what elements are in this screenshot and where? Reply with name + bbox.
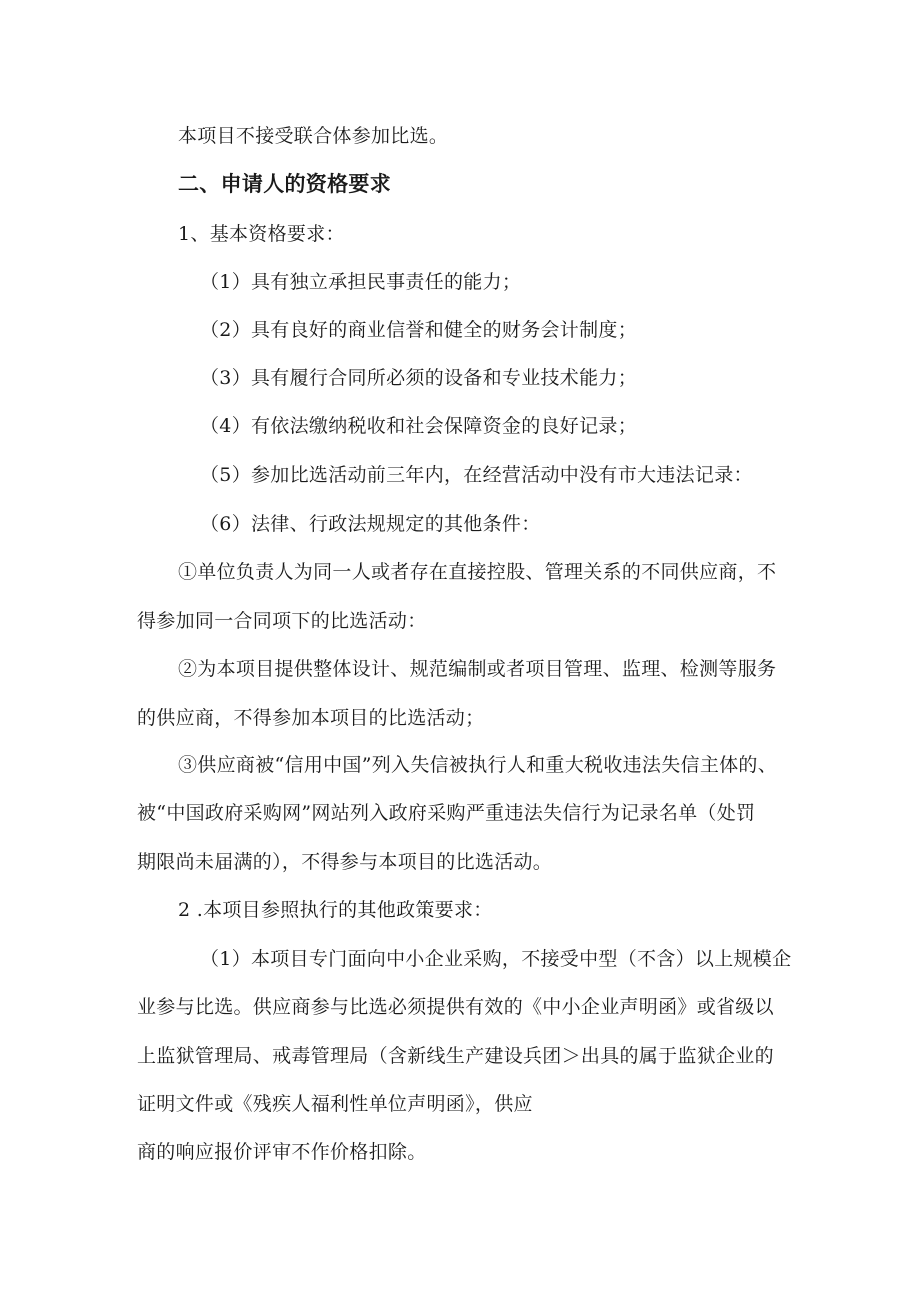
requirement-item-4: （4）有依法缴纳税收和社会保障资金的良好记录； bbox=[200, 415, 637, 437]
policy-item-1-line-5: 商的响应报价评审不作价格扣除。 bbox=[137, 1141, 427, 1163]
requirement-item-1: （1）具有独立承担民事责任的能力； bbox=[200, 271, 522, 293]
condition-3-line-2: 被“中国政府采购网”网站列入政府采购严重违法失信行为记录名单（处罚 bbox=[137, 802, 756, 824]
policy-item-1-line-4: 证明文件或《残疾人福利性单位声明函》，供应 bbox=[137, 1093, 533, 1115]
requirement-item-3: （3）具有履行合同所必须的设备和专业技术能力； bbox=[200, 367, 637, 389]
requirement-item-2: （2）具有良好的商业信誉和健全的财务会计制度； bbox=[200, 319, 637, 341]
condition-3-line-3: 期限尚未届满的），不得参与本项目的比选活动。 bbox=[137, 851, 553, 873]
condition-2-line-1: ②为本项目提供整体设计、规范编制或者项目管理、监理、检测等服务 bbox=[178, 658, 777, 680]
policy-item-1-line-3: 上监狱管理局、戒毒管理局（含新线生产建设兵团＞出具的属于监狱企业的 bbox=[137, 1045, 774, 1067]
requirement-item-5: （5）参加比选活动前三年内，在经营活动中没有市大违法记录： bbox=[200, 464, 753, 486]
policy-item-1-line-1: （1）本项目专门面向中小企业采购，不接受中型（不含）以上规模企 bbox=[200, 948, 792, 970]
subheading-other-policies: 2 .本项目参照执行的其他政策要求： bbox=[178, 899, 493, 921]
condition-1-line-2: 得参加同一合同项下的比选活动： bbox=[137, 610, 427, 632]
paragraph-no-consortium: 本项目不接受联合体参加比选。 bbox=[178, 125, 449, 147]
subheading-basic-requirements: 1、基本资格要求： bbox=[178, 223, 345, 245]
condition-1-line-1: ①单位负责人为同一人或者存在直接控股、管理关系的不同供应商，不 bbox=[178, 561, 777, 583]
condition-3-line-1: ③供应商被“信用中国”列入失信被执行人和重大税收违法失信主体的、 bbox=[178, 754, 778, 776]
condition-2-line-2: 的供应商，不得参加本项目的比选活动； bbox=[137, 707, 485, 729]
requirement-item-6: （6）法律、行政法规规定的其他条件： bbox=[200, 513, 541, 535]
policy-item-1-line-2: 业参与比选。供应商参与比选必须提供有效的《中小企业声明函》或省级以 bbox=[137, 996, 774, 1018]
section-heading-qualifications: 二、申请人的资格要求 bbox=[178, 172, 391, 196]
